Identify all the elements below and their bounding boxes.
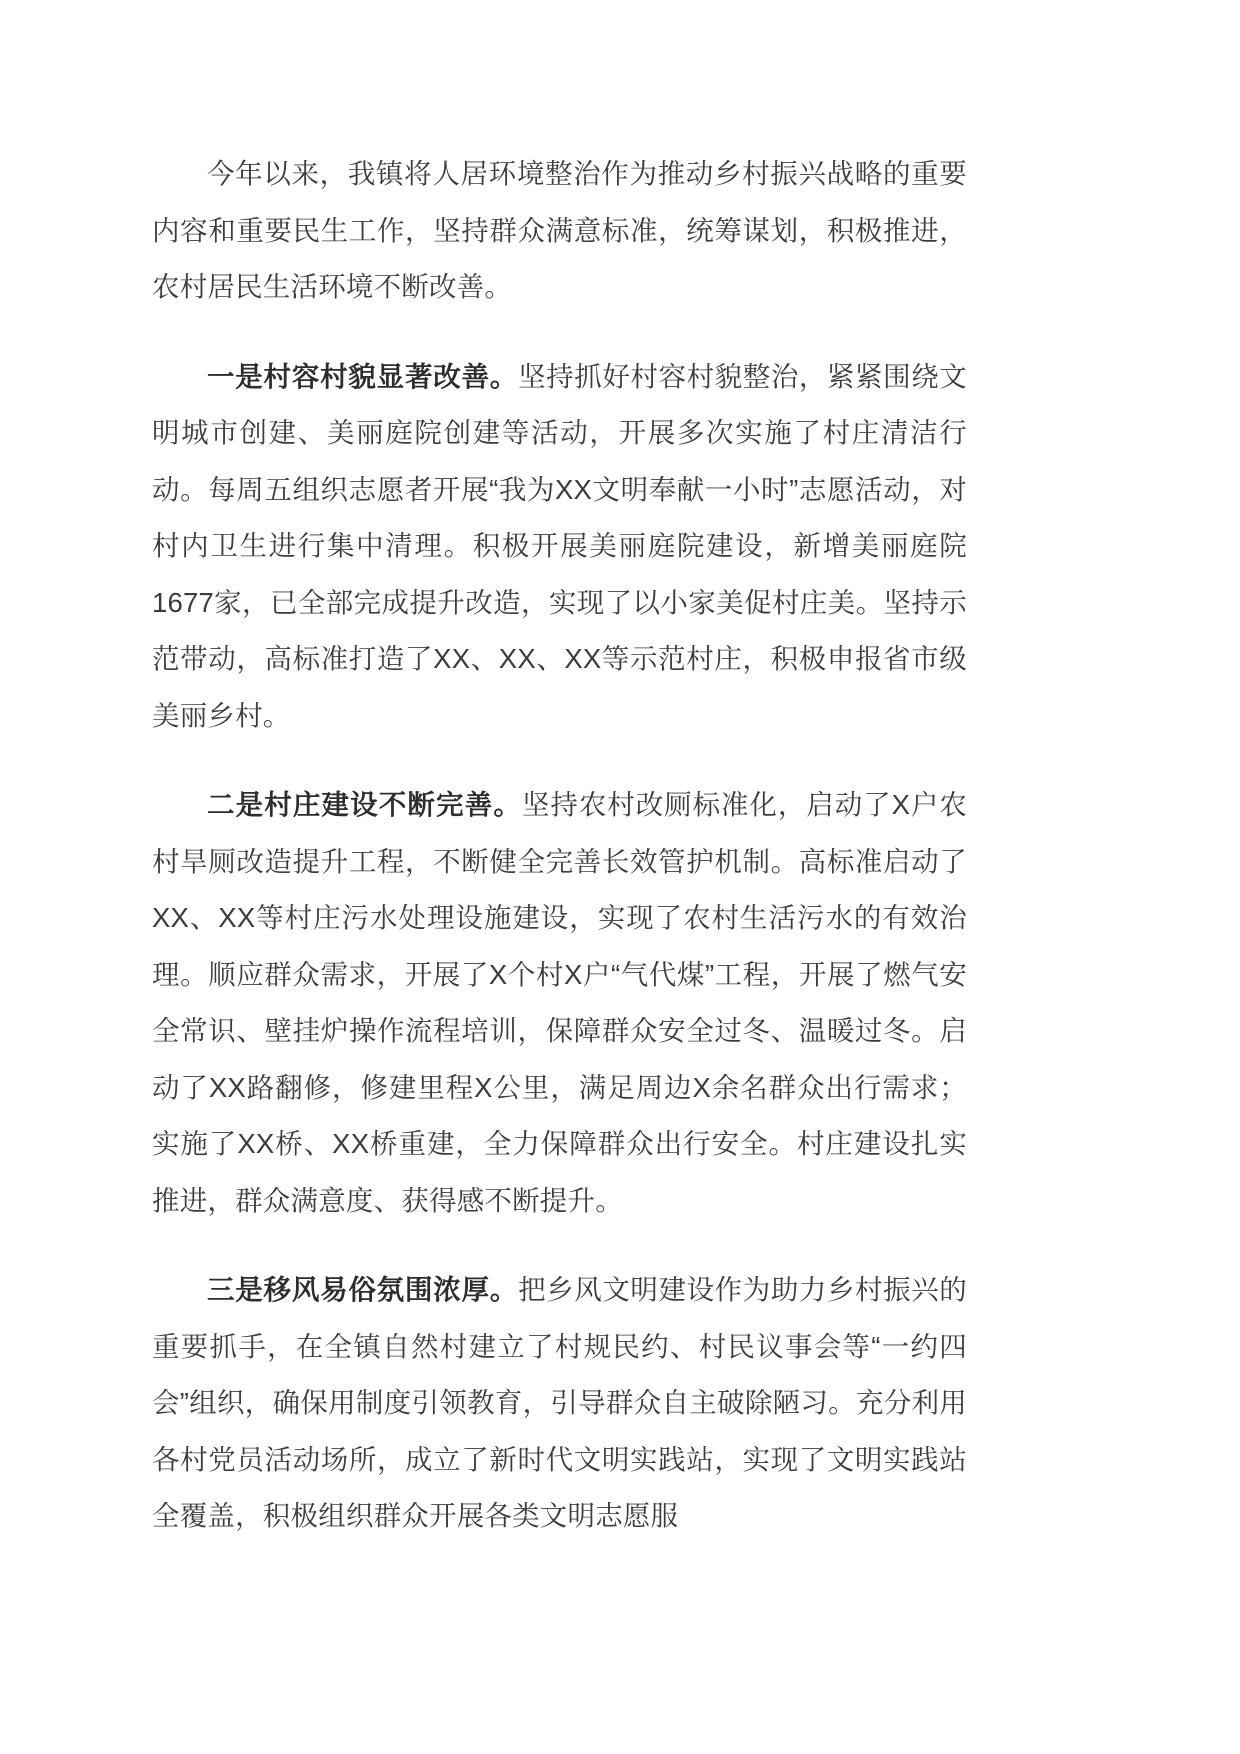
paragraph-intro-text: 今年以来，我镇将人居环境整治作为推动乡村振兴战略的重要内容和重要民生工作，坚持群众满意标准，统筹谋划，积极推进，农村居民生活环境不断改善。 xyxy=(152,158,967,302)
paragraph-intro xyxy=(152,146,967,316)
section-one-heading: 一是村容村貌显著改善。 xyxy=(207,360,519,392)
section-two-text: 坚持农村改厕标准化，启动了X户农村旱厕改造提升工程，不断健全完善长效管护机制。高标准启动了XX、XX等村庄污水处理设施建设，实现了农村生活污水的有效治理。顺应群众需求，开展了X个村X户“气代煤”工程，开展了燃气安全常识、壁挂炉操作流程培训，保障群众安全过冬、温暖过冬。启动了XX路翻修，修建里程X公里，满足周边X余名群众出行需求；实施了XX桥、XX桥重建，全力保障群众出行安全。村庄建设扎实推进，群众满意度、获得感不断提升。 xyxy=(152,789,967,1216)
paragraph-section-three xyxy=(152,1262,967,1545)
paragraph-section-one xyxy=(152,349,967,745)
section-three-heading: 三是移风易俗氛围浓厚。 xyxy=(207,1274,519,1305)
section-two-heading: 二是村庄建设不断完善。 xyxy=(207,789,522,820)
paragraph-section-two xyxy=(152,777,967,1229)
document-body xyxy=(152,146,967,1545)
section-three-text: 把乡风文明建设作为助力乡村振兴的重要抓手，在全镇自然村建立了村规民约、村民议事会等“一约四会”组织，确保用制度引领教育，引导群众自主破除陋习。充分利用各村党员活动场所，成立了新时代文明实践站，实现了文明实践站全覆盖，积极组织群众开展各类文明志愿服 xyxy=(152,1274,967,1531)
section-one-text: 坚持抓好村容村貌整治，紧紧围绕文明城市创建、美丽庭院创建等活动，开展多次实施了村庄清洁行动。每周五组织志愿者开展“我为XX文明奉献一小时”志愿活动，对村内卫生进行集中清理。积极开展美丽庭院建设，新增美丽庭院1677家，已全部完成提升改造，实现了以小家美促村庄美。坚持示范带动，高标准打造了XX、XX、XX等示范村庄，积极申报省市级美丽乡村。 xyxy=(152,360,967,731)
